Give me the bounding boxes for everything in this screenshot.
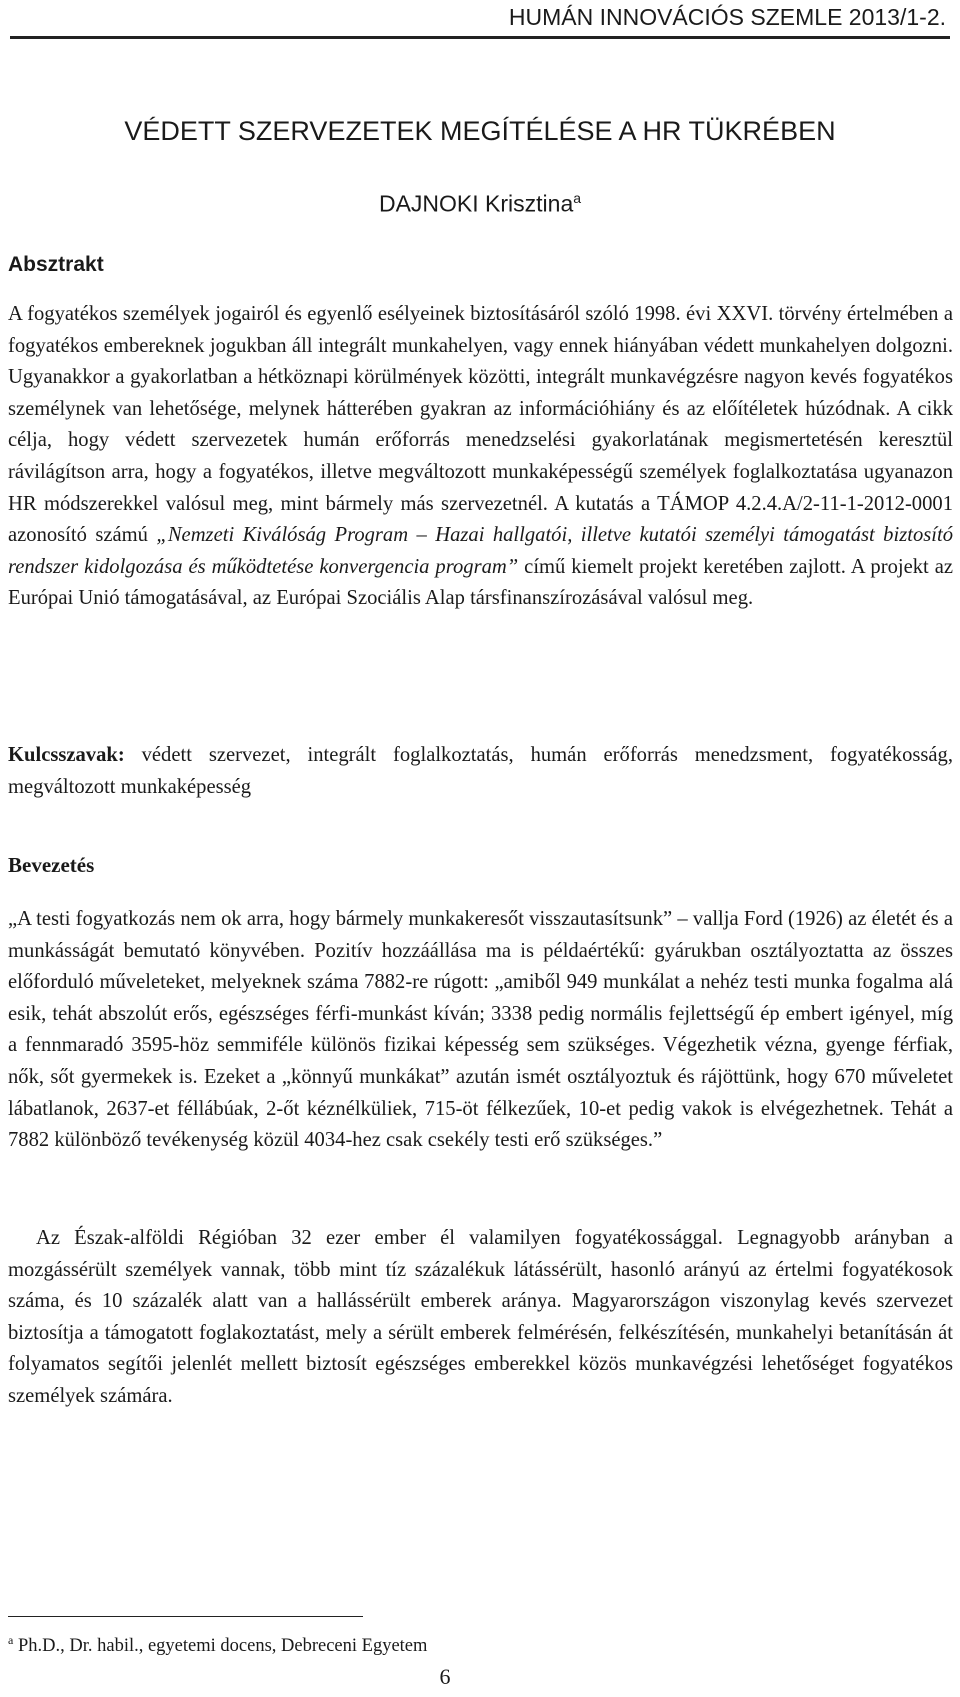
- footnote: [8, 1627, 427, 1659]
- section-heading-introduction: Bevezetés: [8, 853, 95, 877]
- abstract-heading: Absztrakt: [8, 253, 104, 276]
- keywords-paragraph: [8, 739, 953, 803]
- footnote-text: Ph.D., Dr. habil., egyetemi docens, Debreceni Egyetem: [13, 1636, 428, 1657]
- article-title: VÉDETT SZERVEZETEK MEGÍTÉLÉSE A HR TÜKRÉBEN: [124, 116, 836, 146]
- page-number: 6: [439, 1664, 451, 1689]
- journal-title: HUMÁN INNOVÁCIÓS SZEMLE 2013/1-2.: [508, 4, 946, 30]
- abstract-text-end: című kiemelt projekt keretében zajlott. A projekt az Európai Unió támogatásával, az Európai Szociális Alap társfinanszírozásával valósul meg.: [8, 555, 953, 610]
- abstract-paragraph: [8, 299, 953, 615]
- introduction-paragraph-2: Az Észak-alföldi Régióban 32 ezer ember él valamilyen fogyatékossággal. Legnagyobb arányban a mozgássérült személyek vannak, több mint tíz százalékuk látássérült, hasonló arányú az értelmi fogyatékosok száma, és 10 százalék alatt van a hallássérült emberek aránya. Magyarországon viszonylag kevés szervezet biztosítja a támogatott foglakoztatást, mely a sérült emberek felmérésén, felkészítésén, munkahelyi betanításán át folyamatos segítői jelenlét mellett biztosít egészséges emberekkel közös munkavégzési lehetőséget fogyatékos személyek számára.: [8, 1227, 953, 1407]
- abstract-text: A fogyatékos személyek jogairól és egyenlő esélyeinek biztosításáról szóló 1998. évi XXVI. törvény értelmében a fogyatékos embereknek jogukban áll integrált munkahelyen, vagy ennek hiányában védett munkahelyen dolgozni. Ugyanakkor a gyakorlatban a hétköznapi körülmények közötti, integrált munkavégzésre nagyon kevés fogyatékos személynek van lehetősége, melynek hátterében gyakran az információhiány és az előítéletek húzódnak. A cikk célja, hogy védett szervezetek humán erőforrás menedzselési gyakorlatának megismertetésén keresztül rávilágítson arra, hogy a fogyatékos, illetve megváltozott munkaképességű személyek foglalkoztatása ugyanazon HR módszerekkel valósul meg, mint bármely más szervezetnél. A kutatás a TÁMOP 4.2.4.A/2-11-1-2012-0001 azonosító számú: [8, 303, 953, 547]
- author-footnote-marker: a: [573, 190, 582, 206]
- author-line: [0, 182, 960, 220]
- author-name: DAJNOKI Krisztina: [378, 190, 574, 217]
- introduction-paragraph-1: „A testi fogyatkozás nem ok arra, hogy bármely munkakeresőt visszautasítsunk” – vallja Ford (1926) az életét és a munkásságát bemutató könyvében. Pozitív hozzáállása ma is példaértékű: gyárukban osztályoztatta az összes előforduló műveleteket, melyeknek száma 7882-re rúgott: „amiből 949 munkálat a nehéz testi munka fogalma alá esik, tehát abszolút erős, egészséges férfi-munkást kíván; 3338 pedig normális fejlettségű ép embert igényel, míg a fennmaradó 3595-höz semmiféle különös fizikai képesség sem szükséges. Végezhetik vézna, gyenge férfiak, nők, sőt gyermekek is. Ezeket a „könnyű munkákat” azután ismét osztályoztuk és rájöttünk, hogy 670 műveletet lábatlanok, 2637-et féllábúak, 2-őt kéznélküliek, 715-öt félkezűek, 10-et pedig vakok is elvégezhetnek. Tehát a 7882 különböző tevékenység közül 4034-hez csak csekély testi erő szükséges.”: [8, 908, 953, 1152]
- keywords-text: védett szervezet, integrált foglalkoztatás, humán erőforrás menedzsment, fogyatékosság, megváltozott munkaképesség: [8, 744, 953, 798]
- footnote-separator: [8, 1616, 363, 1617]
- program-name: „Nemzeti Kiválóság Program – Hazai hallgatói, illetve kutatói személyi támogatást biztosító rendszer kidolgozása és működtetése konvergencia program”: [8, 524, 953, 578]
- running-header: [10, 2, 950, 39]
- keywords-label: Kulcsszavak:: [8, 744, 125, 766]
- footnote-marker: a: [8, 1633, 14, 1647]
